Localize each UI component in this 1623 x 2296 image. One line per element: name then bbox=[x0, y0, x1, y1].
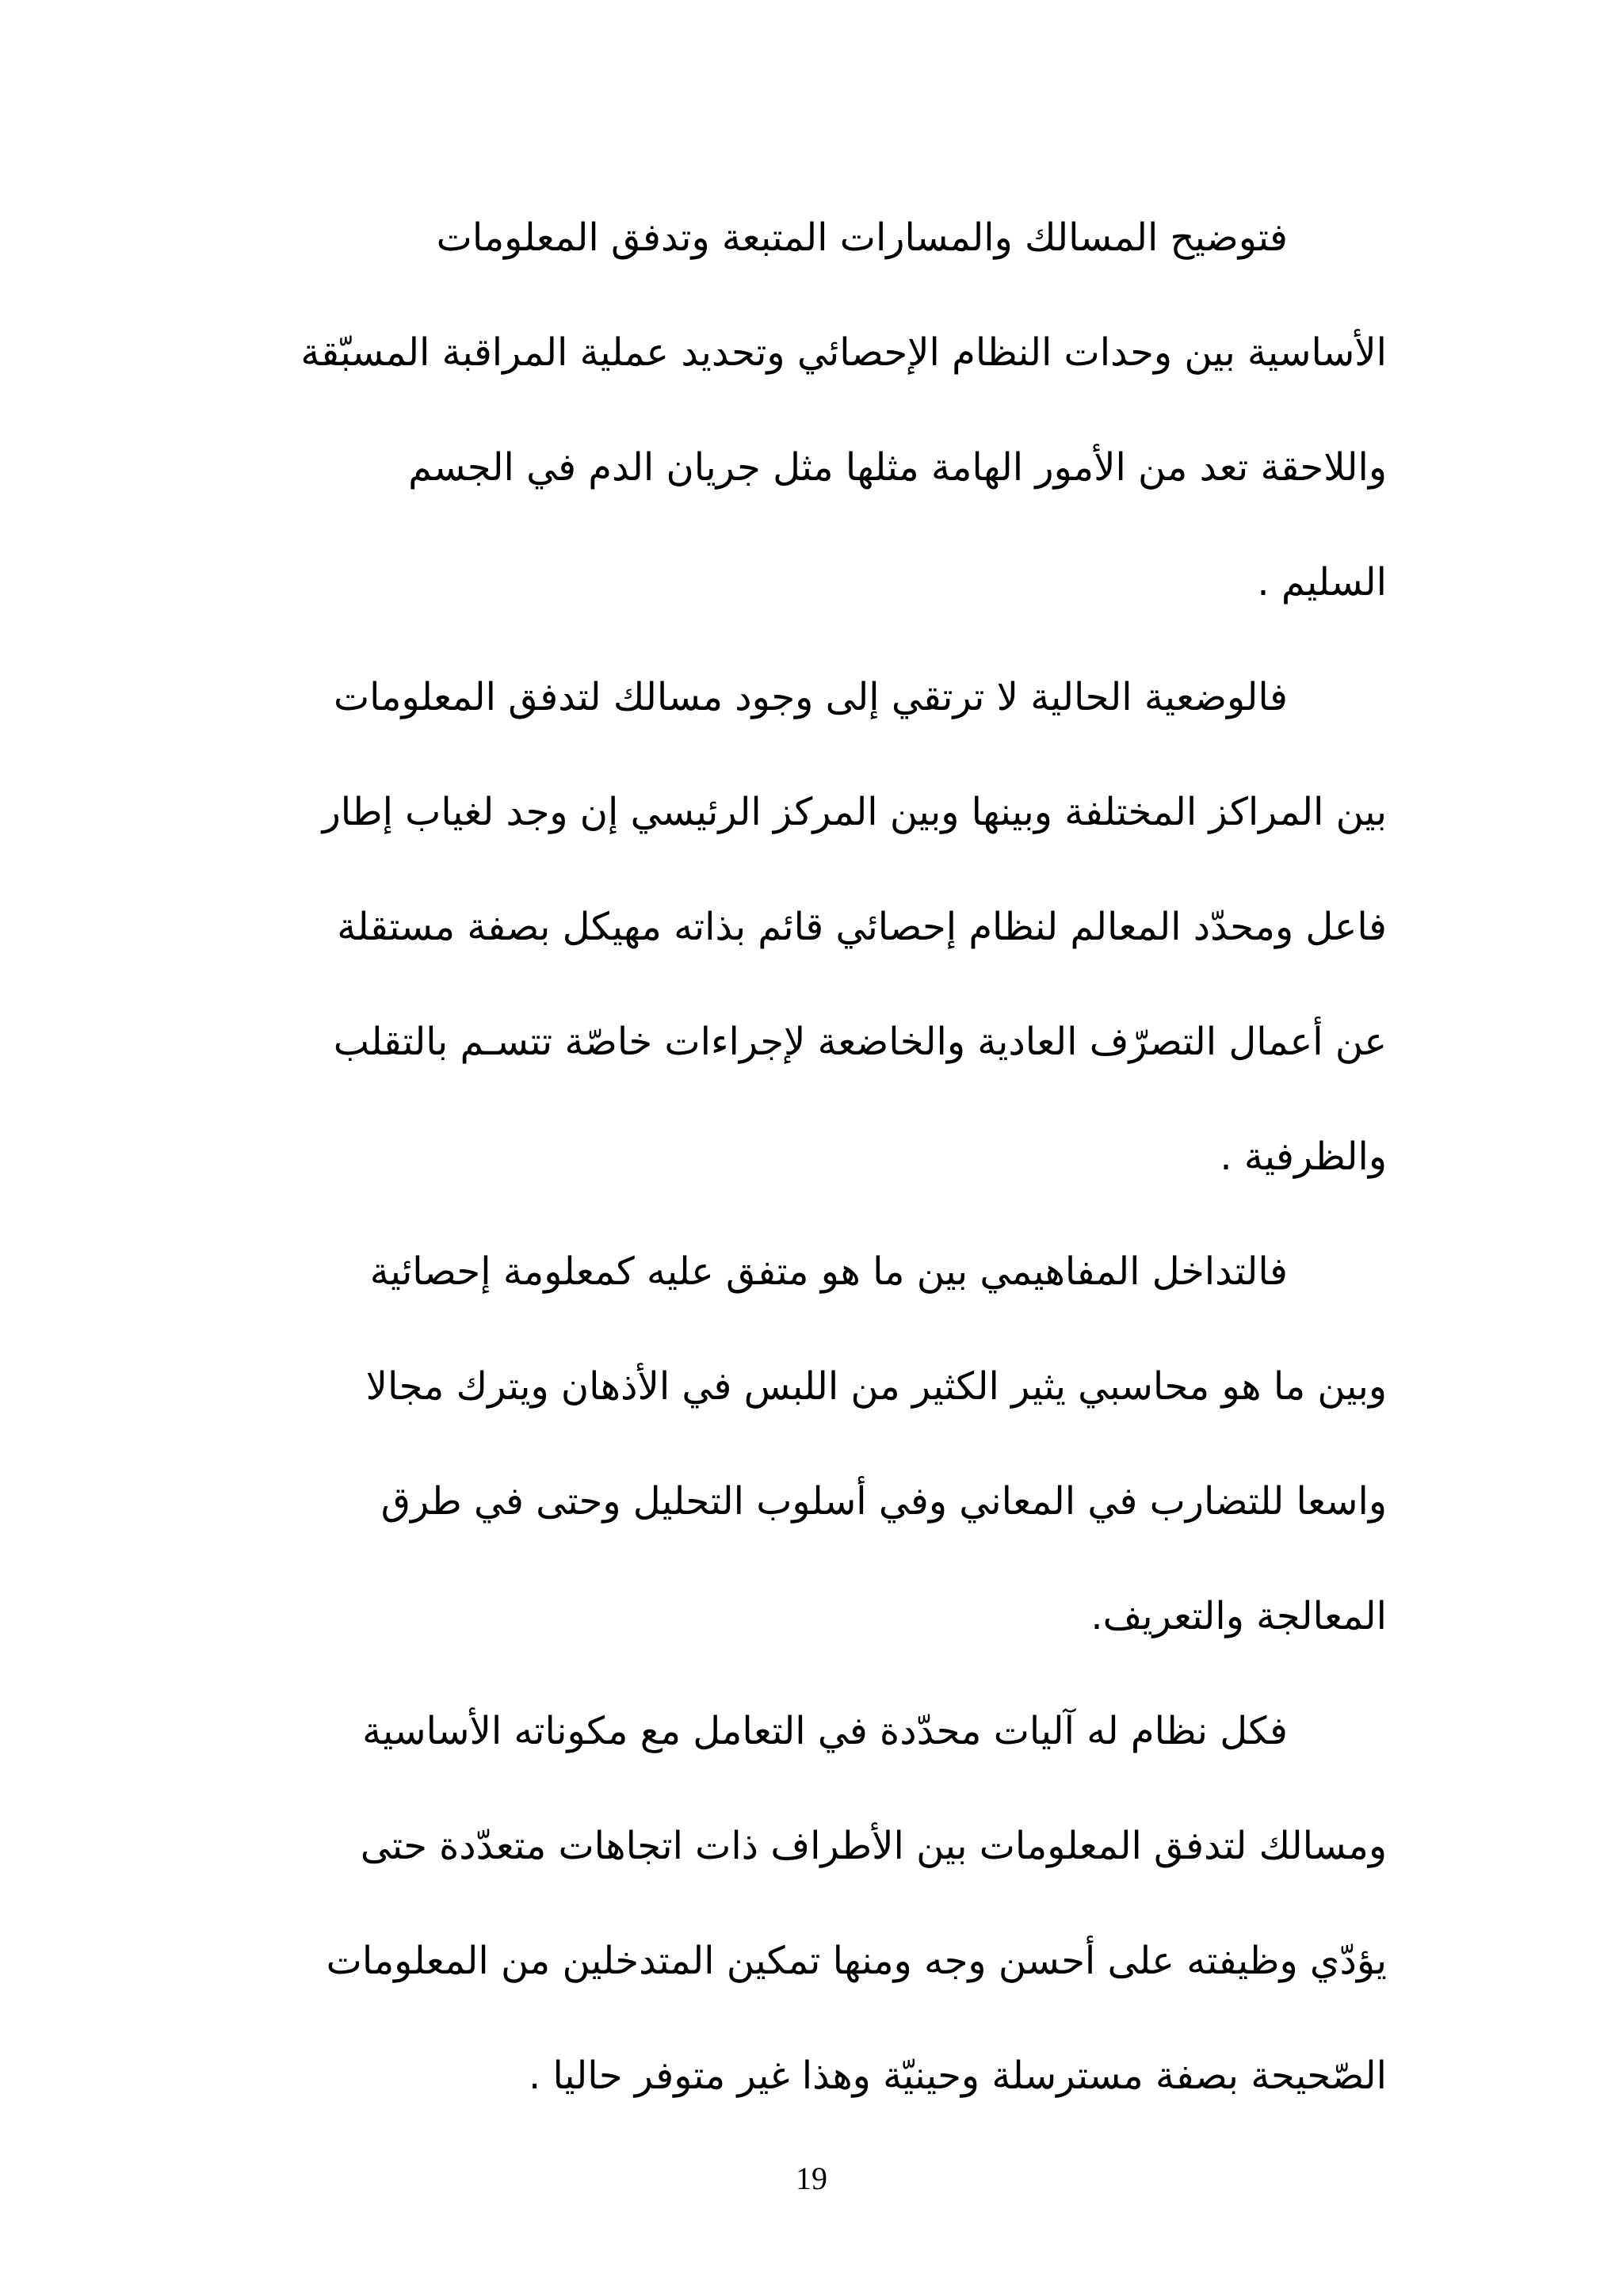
paragraph-4-line-2: ومسالك لتدفق المعلومات بين الأطراف ذات اتجاهات متعدّدة حتى bbox=[360, 1824, 1387, 1868]
paragraph-2-line-4: عن أعمال التصرّف العادية والخاضعة لإجراءات خاصّة تتسـم بالتقلب bbox=[333, 1020, 1387, 1064]
paragraph-2-line-3: فاعل ومحدّد المعالم لنظام إحصائي قائم بذاته مهيكل بصفة مستقلة bbox=[337, 905, 1387, 949]
paragraph-1-line-1: فتوضيح المسالك والمسارات المتبعة وتدفق المعلومات bbox=[436, 215, 1288, 260]
paragraph-1-line-3: واللاحقة تعد من الأمور الهامة مثلها مثل جريان الدم في الجسم bbox=[408, 445, 1387, 490]
paragraph-3-line-2: وبين ما هو محاسبي يثير الكثير من اللبس في الأذهان ويترك مجالا bbox=[365, 1364, 1387, 1409]
paragraph-2-line-5: والظرفية . bbox=[1220, 1135, 1387, 1179]
paragraph-1-line-2: الأساسية بين وحدات النظام الإحصائي وتحديد عملية المراقبة المسبّقة bbox=[300, 330, 1387, 375]
paragraph-3-line-3: واسعا للتضارب في المعاني وفي أسلوب التحليل وحتى في طرق bbox=[380, 1479, 1387, 1524]
paragraph-3-line-4: المعالجة والتعريف. bbox=[1090, 1594, 1387, 1638]
page-number: 19 bbox=[796, 2161, 827, 2196]
paragraph-3-line-1: فالتداخل المفاهيمي بين ما هو متفق عليه كمعلومة إحصائية bbox=[369, 1249, 1288, 1294]
paragraph-2-line-1: فالوضعية الحالية لا ترتقي إلى وجود مسالك لتدفق المعلومات bbox=[333, 675, 1288, 719]
paragraph-4-line-4: الصّحيحة بصفة مسترسلة وحينيّة وهذا غير متوفر حاليا . bbox=[528, 2054, 1387, 2098]
paragraph-2-line-2: بين المراكز المختلفة وبينها وبين المركز الرئيسي إن وجد لغياب إطار bbox=[322, 790, 1387, 834]
paragraph-4-line-1: فكل نظام له آليات محدّدة في التعامل مع مكوناته الأساسية bbox=[362, 1709, 1288, 1753]
paragraph-1-line-4: السليم . bbox=[1257, 560, 1387, 605]
paragraph-4-line-3: يؤدّي وظيفته على أحسن وجه ومنها تمكين المتدخلين من المعلومات bbox=[326, 1939, 1387, 1983]
